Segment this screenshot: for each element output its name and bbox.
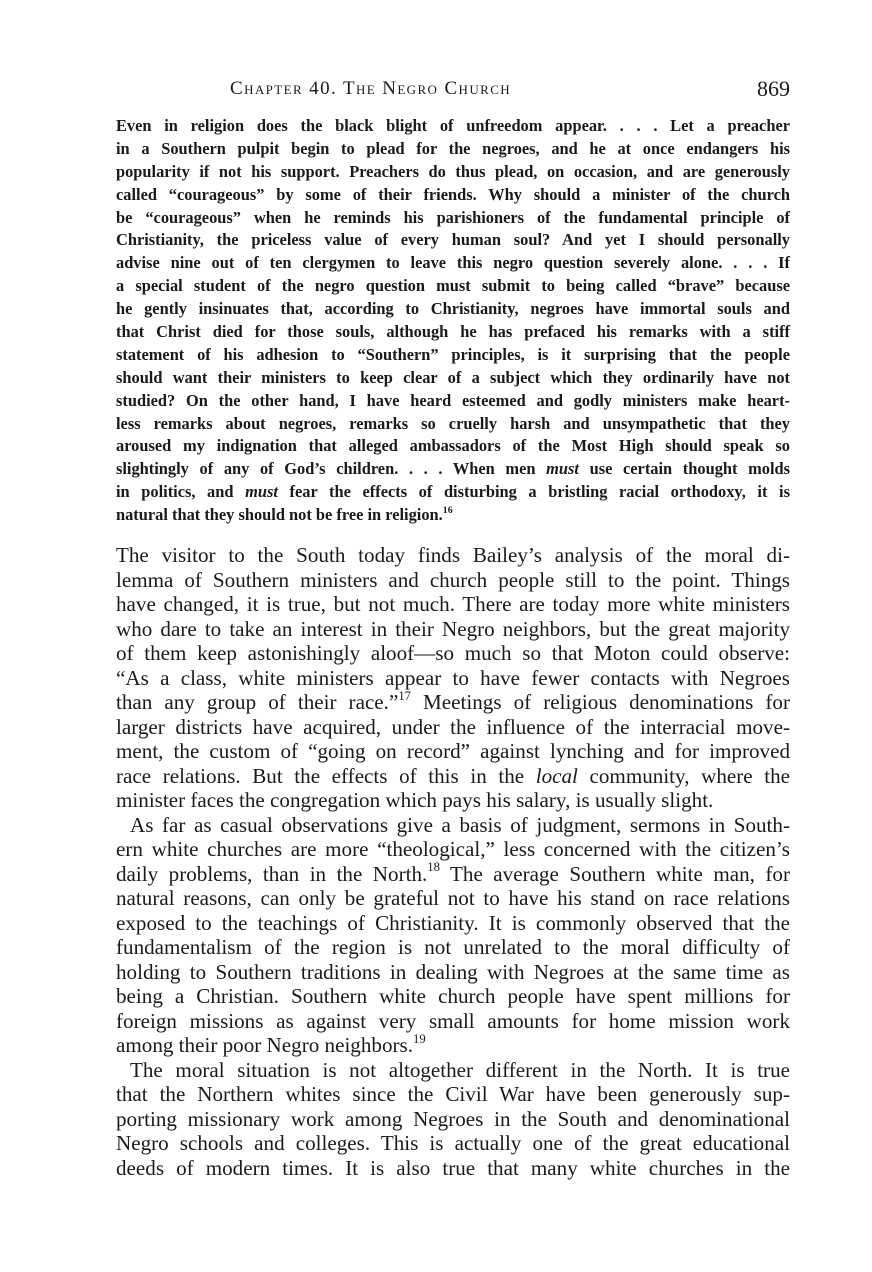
text-line: Negro schools and colleges. This is actually one of the great educational bbox=[116, 1131, 790, 1155]
text: than any group of their race.” bbox=[116, 690, 399, 714]
paragraph bbox=[116, 543, 790, 813]
quote-line: aroused my indignation that alleged ambassadors of the Most High should speak so bbox=[116, 436, 790, 456]
text-line: The visitor to the South today finds Bailey’s analysis of the moral di- bbox=[116, 543, 790, 567]
text-line: minister faces the congregation which pays his salary, is usually slight. bbox=[116, 788, 714, 812]
text: daily problems, than in the North. bbox=[116, 861, 428, 886]
emphasis: must bbox=[546, 459, 579, 479]
text-line bbox=[116, 1033, 790, 1058]
quote-line: should want their ministers to keep clear of a subject which they ordinarily have not bbox=[116, 367, 790, 387]
text-line: As far as casual observations give a basis of judgment, sermons in South- bbox=[130, 812, 790, 837]
text-line: of them keep astonishingly aloof—so much so that Moton could observe: bbox=[116, 641, 790, 665]
text-line: that the Northern whites since the Civil War have been generously sup- bbox=[116, 1082, 790, 1106]
text-line: fundamentalism of the region is not unrelated to the moral difficulty of bbox=[116, 935, 790, 959]
emphasis: local bbox=[535, 763, 578, 788]
quote-line: studied? On the other hand, I have heard esteemed and godly ministers make heart- bbox=[116, 390, 790, 410]
quote-line bbox=[116, 481, 790, 504]
text-line: ern white churches are more “theological,” less concerned with the citizen’s bbox=[116, 837, 790, 861]
running-head: Chapter 40. The Negro Church bbox=[230, 78, 512, 99]
footnote-ref: 18 bbox=[427, 860, 440, 875]
text-line bbox=[116, 764, 790, 789]
quote-text: natural that they should not be free in religion. bbox=[116, 505, 443, 525]
text-line: lemma of Southern ministers and church people still to the point. Things bbox=[116, 567, 790, 592]
page-number: 869 bbox=[757, 76, 790, 101]
page-header bbox=[230, 74, 790, 108]
quote-line: he gently insinuates that, according to Christianity, negroes have immortal souls and bbox=[116, 299, 790, 319]
quote-line: called “courageous” by some of their friends. Why should a minister of the church bbox=[116, 184, 790, 204]
quote-line: a special student of the negro question must submit to being called “brave” because bbox=[116, 276, 790, 296]
quote-line bbox=[116, 504, 790, 527]
text-line: deeds of modern times. It is also true that many white churches in the bbox=[116, 1155, 790, 1180]
paragraph bbox=[116, 1058, 790, 1181]
text-line bbox=[116, 862, 790, 887]
text-line: “As a class, white ministers appear to have fewer contacts with Negroes bbox=[116, 665, 790, 690]
emphasis: must bbox=[245, 482, 278, 502]
quote-line: that Christ died for those souls, although he has prefaced his remarks with a stiff bbox=[116, 322, 790, 342]
paragraph bbox=[116, 813, 790, 1058]
text: The average Southern white man, for bbox=[439, 861, 790, 886]
quote-text: slightingly of any of God’s children. . . . When men bbox=[116, 459, 536, 479]
quote-line: statement of his adhesion to “Southern” principles, is it surprising that the people bbox=[116, 344, 790, 364]
quote-line: less remarks about negroes, remarks so cruelly harsh and unsympathetic that they bbox=[116, 413, 790, 433]
text-line: being a Christian. Southern white church people have spent millions for bbox=[116, 984, 790, 1008]
text-line: porting missionary work among Negroes in the South and denominational bbox=[116, 1106, 790, 1131]
text-line: natural reasons, can only be grateful not to have his stand on race relations bbox=[116, 886, 790, 910]
text: among their poor Negro neighbors. bbox=[116, 1033, 414, 1057]
text-line: larger districts have acquired, under the influence of the interracial move- bbox=[116, 714, 790, 739]
text-line: ment, the custom of “going on record” against lynching and for improved bbox=[116, 739, 790, 763]
quote-line: Christianity, the priceless value of every human soul? And yet I should personally bbox=[116, 230, 790, 250]
text-line: who dare to take an interest in their Negro neighbors, but the great majority bbox=[116, 616, 790, 641]
text: race relations. But the effects of this in the bbox=[116, 763, 525, 788]
quote-text: fear the effects of disturbing a bristling racial orthodoxy, it is bbox=[289, 482, 790, 502]
quote-line: in a Southern pulpit begin to plead for the negroes, and he at once endangers his bbox=[116, 138, 790, 158]
text-line bbox=[116, 690, 790, 715]
footnote-ref: 19 bbox=[413, 1031, 426, 1046]
footnote-ref: 16 bbox=[442, 504, 453, 516]
text-line: The moral situation is not altogether different in the North. It is true bbox=[130, 1057, 790, 1082]
footnote-ref: 17 bbox=[398, 688, 411, 703]
text-line: exposed to the teachings of Christianity. It is commonly observed that the bbox=[116, 910, 790, 935]
text-line: holding to Southern traditions in dealing with Negroes at the same time as bbox=[116, 959, 790, 984]
quote-text: in politics, and bbox=[116, 482, 234, 502]
text: community, where the bbox=[577, 763, 790, 788]
quote-line bbox=[116, 458, 790, 481]
quote-line: popularity if not his support. Preachers do thus plead, on occasion, and are generously bbox=[116, 161, 790, 181]
text-line: foreign missions as against very small amounts for home mission work bbox=[116, 1008, 790, 1033]
text: Meetings of religious denominations for bbox=[410, 690, 791, 714]
body-text bbox=[116, 543, 790, 1180]
text-line: have changed, it is true, but not much. There are today more white ministers bbox=[116, 592, 790, 616]
block-quotation bbox=[116, 115, 790, 527]
quote-line: be “courageous” when he reminds his parishioners of the fundamental principle of bbox=[116, 207, 790, 227]
quote-line: advise nine out of ten clergymen to leave this negro question severely alone. . . . If bbox=[116, 253, 790, 273]
quote-text: use certain thought molds bbox=[589, 459, 791, 479]
quote-line: Even in religion does the black blight of unfreedom appear. . . . Let a preacher bbox=[116, 116, 790, 135]
